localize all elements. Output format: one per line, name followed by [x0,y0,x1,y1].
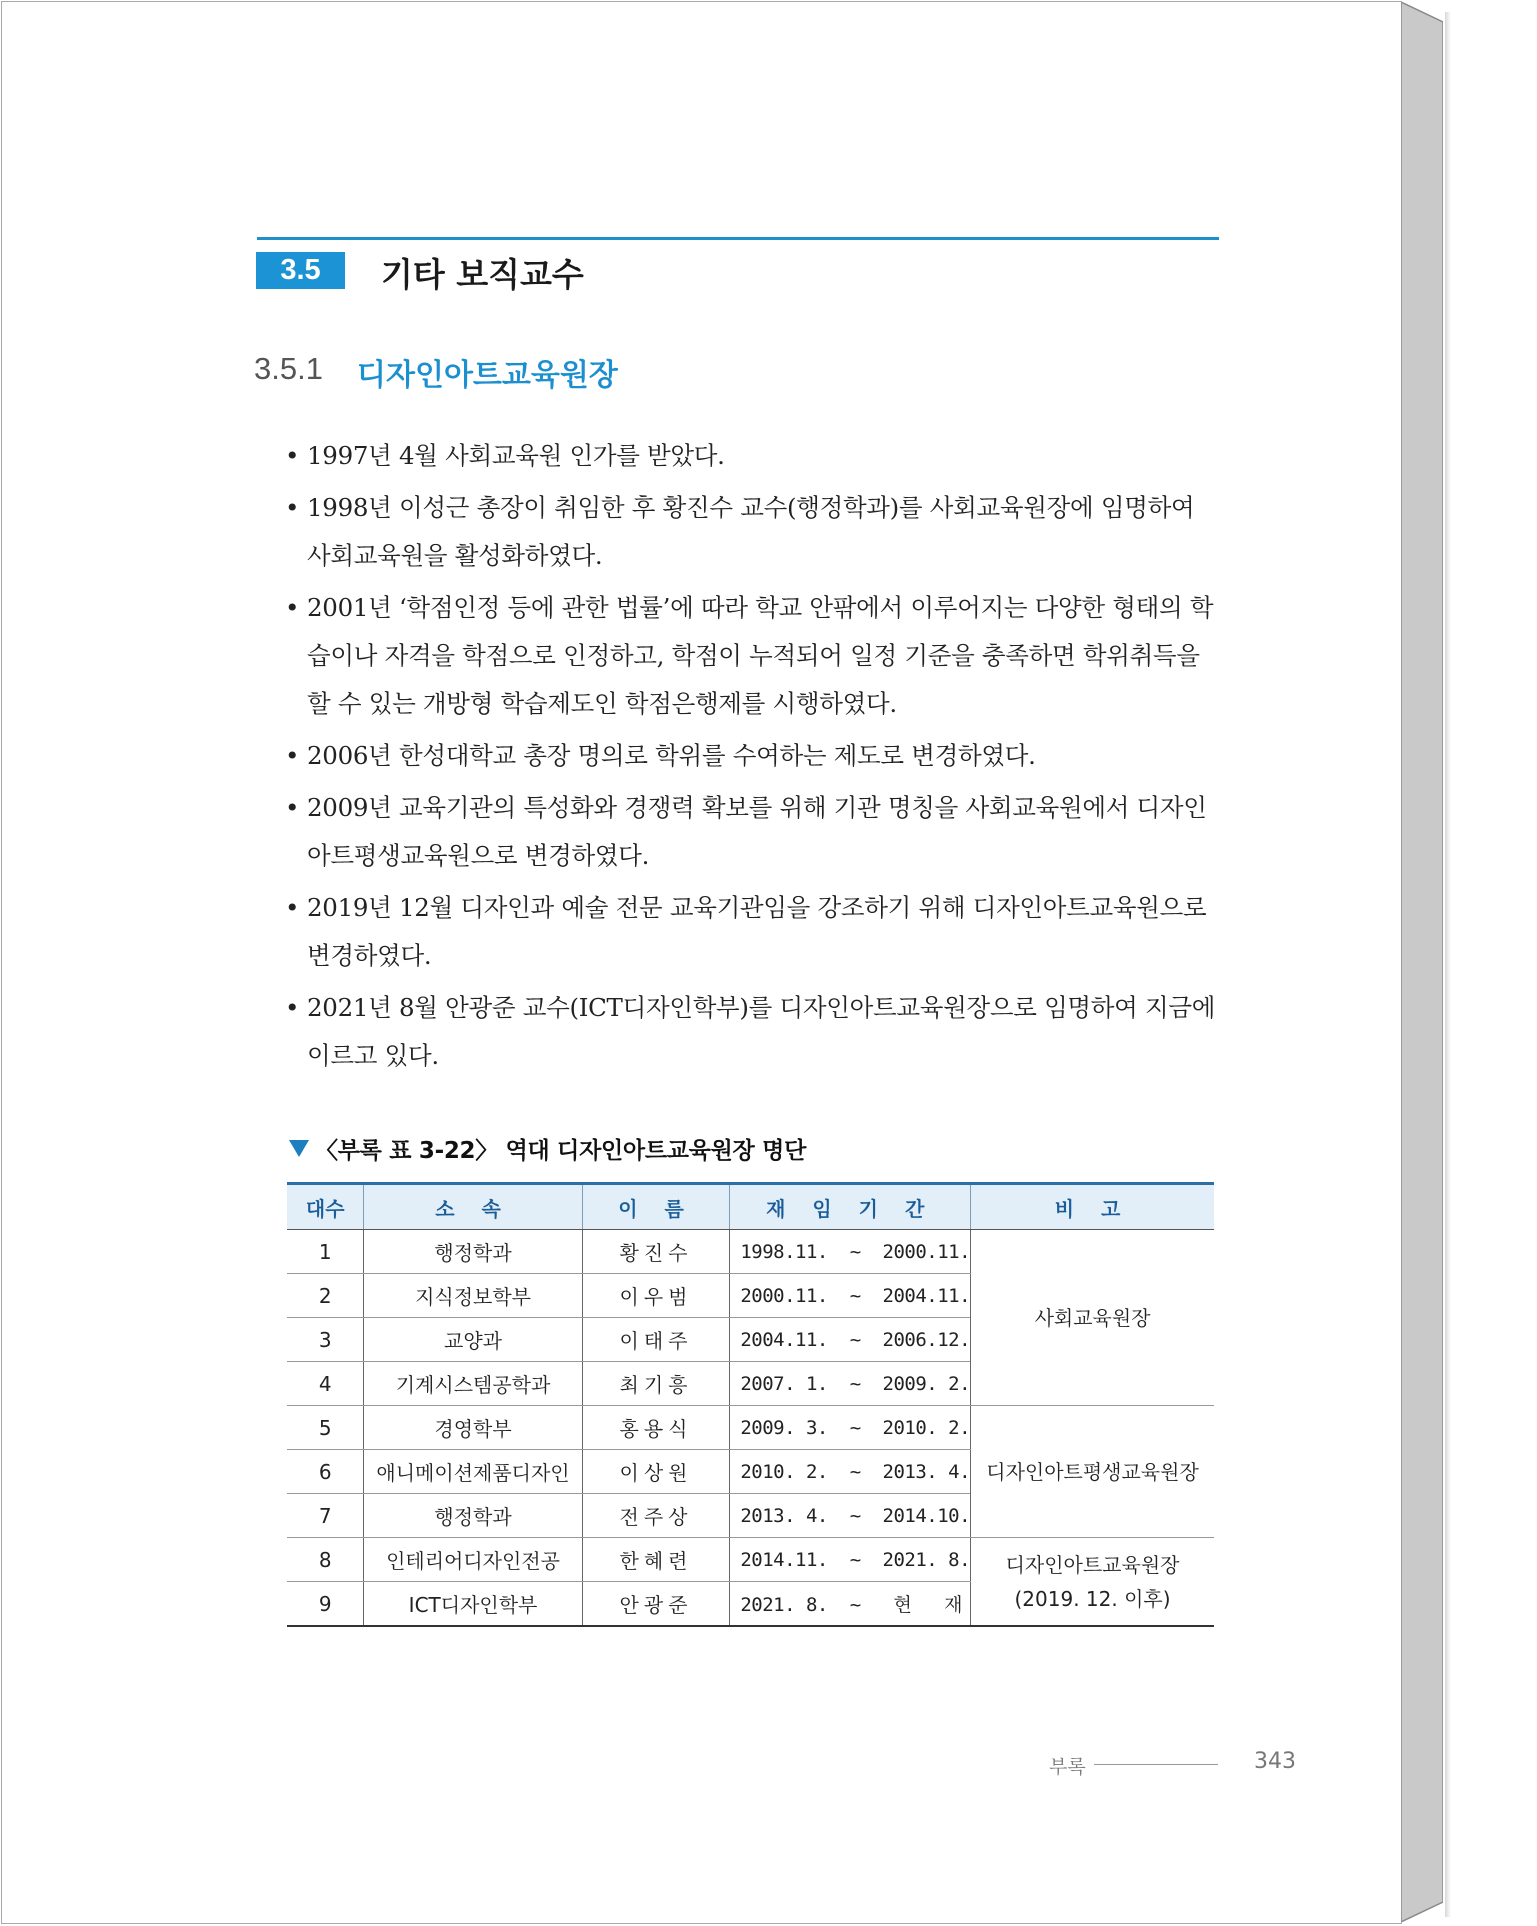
header-name: 이 름 [582,1184,730,1230]
bullet-item: • 2009년 교육기관의 특성화와 경쟁력 확보를 위해 기관 명칭을 사회교육원에서 디자인아트평생교육원으로 변경하였다. [285,784,1220,880]
footer-label: 부록 [1049,1756,1086,1778]
note-line: 디자인아트교육원장 [1005,1552,1180,1577]
cell-note: 사회교육원장 [971,1230,1214,1406]
page-number: 343 [1254,1749,1296,1774]
cell-no: 6 [287,1450,364,1494]
bullet-item: • 1997년 4월 사회교육원 인가를 받았다. [285,432,1220,480]
subsection-number: 3.5.1 [254,351,323,386]
cell-period: 2010. 2. ~ 2013. 4. [730,1450,971,1494]
subsection-title: 디자인아트교육원장 [357,358,618,393]
cell-name: 최기흥 [582,1362,730,1406]
table-header-row [287,1184,1214,1230]
cell-name: 한혜련 [582,1538,730,1582]
cell-dept: 교양과 [364,1318,582,1362]
cell-name: 이우범 [582,1274,730,1318]
bullet-item: • 2021년 8월 안광준 교수(ICT디자인학부)를 디자인아트교육원장으로 임명하여 지금에 이르고 있다. [285,984,1220,1080]
cell-name: 황진수 [582,1230,730,1274]
table-caption: 〈부록 표 3-22〉 역대 디자인아트교육원장 명단 [315,1138,806,1164]
header-period: 재 임 기 간 [730,1184,971,1230]
cell-note [971,1538,1214,1627]
cell-name: 이상원 [582,1450,730,1494]
cell-no: 4 [287,1362,364,1406]
cell-period: 2021. 8. ~ 현 재 [730,1582,971,1627]
cell-dept: 경영학부 [364,1406,582,1450]
header-no: 대수 [287,1184,364,1230]
director-roster-table [287,1182,1214,1627]
cell-period: 2013. 4. ~ 2014.10. [730,1494,971,1538]
cell-no: 7 [287,1494,364,1538]
cell-no: 9 [287,1582,364,1627]
cell-dept: 기계시스템공학과 [364,1362,582,1406]
cell-period: 2014.11. ~ 2021. 8. [730,1538,971,1582]
header-dept: 소 속 [364,1184,582,1230]
cell-no: 3 [287,1318,364,1362]
cell-no: 1 [287,1230,364,1274]
page-shadow [1445,12,1451,1917]
cell-dept: ICT디자인학부 [364,1582,582,1627]
cell-dept: 애니메이션제품디자인 [364,1450,582,1494]
cell-name: 전주상 [582,1494,730,1538]
history-bullet-list [285,432,1220,1084]
triangle-down-icon [288,1137,310,1159]
cell-name: 홍용식 [582,1406,730,1450]
cell-period: 1998.11. ~ 2000.11. [730,1230,971,1274]
cell-period: 2007. 1. ~ 2009. 2. [730,1362,971,1406]
bullet-item: • 2001년 ‘학점인정 등에 관한 법률’에 따라 학교 안팎에서 이루어지는 다양한 형태의 학습이나 자격을 학점으로 인정하고, 학점이 누적되어 일정 기준을 충족하면 학위취득을 할 수 있는 개방형 학습제도인 학점은행제를 시행하였다. [285,584,1220,728]
cell-no: 8 [287,1538,364,1582]
header-note: 비 고 [971,1184,1214,1230]
bullet-item: • 2019년 12월 디자인과 예술 전문 교육기관임을 강조하기 위해 디자인아트교육원으로 변경하였다. [285,884,1220,980]
table-row [287,1538,1214,1582]
cell-name: 이태주 [582,1318,730,1362]
section-title: 기타 보직교수 [381,255,584,294]
cell-dept: 지식정보학부 [364,1274,582,1318]
note-line: (2019. 12. 이후) [1014,1586,1171,1611]
footer-rule [1094,1764,1218,1765]
book-edge-decoration [1401,2,1443,1922]
cell-period: 2004.11. ~ 2006.12. [730,1318,971,1362]
table-row [287,1406,1214,1450]
cell-name: 안광준 [582,1582,730,1627]
table-row [287,1230,1214,1274]
cell-no: 2 [287,1274,364,1318]
cell-no: 5 [287,1406,364,1450]
cell-period: 2009. 3. ~ 2010. 2. [730,1406,971,1450]
cell-dept: 인테리어디자인전공 [364,1538,582,1582]
cell-period: 2000.11. ~ 2004.11. [730,1274,971,1318]
bullet-item: • 2006년 한성대학교 총장 명의로 학위를 수여하는 제도로 변경하였다. [285,732,1220,780]
section-number: 3.5 [256,252,345,289]
bullet-item: • 1998년 이성근 총장이 취임한 후 황진수 교수(행정학과)를 사회교육원장에 임명하여 사회교육원을 활성화하였다. [285,484,1220,580]
cell-dept: 행정학과 [364,1494,582,1538]
cell-note: 디자인아트평생교육원장 [971,1406,1214,1538]
cell-dept: 행정학과 [364,1230,582,1274]
section-rule [257,237,1219,240]
